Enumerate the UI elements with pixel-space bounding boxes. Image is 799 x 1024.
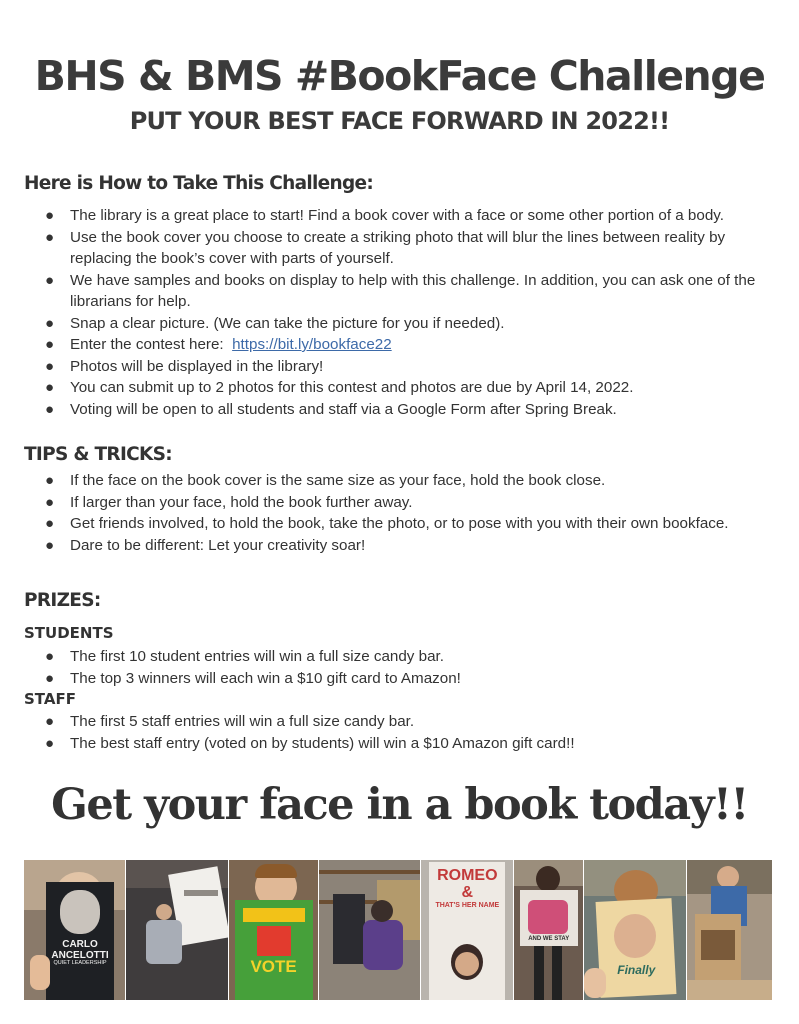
list-item: ● Get friends involved, to hold the book, take the photo, or to pose with you with their own bookface. [0, 513, 760, 535]
list-item: ● We have samples and books on display to help with this challenge. In addition, you can ask one of the librarians for help. [45, 271, 756, 310]
bullet-icon: ● [45, 734, 55, 752]
students-heading: STUDENTS [24, 624, 114, 642]
bullet-icon: ● [45, 536, 55, 554]
bookface-photo-8 [687, 860, 772, 1000]
contest-link[interactable]: https://bit.ly/bookface22 [232, 336, 392, 353]
staff-heading: STAFF [24, 690, 76, 708]
bullet-icon: ● [45, 493, 55, 511]
bookface-photo-3 [229, 860, 319, 1000]
bullet-icon: ● [45, 379, 55, 396]
list-item: ● The best staff entry (voted on by students) will win a $10 Amazon gift card!! [0, 733, 760, 755]
how-to-heading: Here is How to Take This Challenge: [24, 173, 374, 194]
book-title: VOTE [250, 957, 297, 976]
prizes-heading: PRIZES: [24, 590, 101, 611]
call-to-action: Get your face in a book today!! [51, 780, 748, 830]
list-item: ● The library is a great place to start! Find a book cover with a face or some other portion of a body. [0, 205, 760, 227]
list-item: ● Dare to be different: Let your creativity soar! [0, 535, 760, 557]
bullet-icon: ● [45, 357, 55, 375]
list-item: ● Voting will be open to all students and staff via a Google Form after Spring Break. [0, 399, 760, 421]
list-item: ● If larger than your face, hold the book further away. [0, 492, 760, 514]
bookface-photo-2 [126, 860, 228, 1000]
bullet-icon: ● [45, 207, 55, 224]
list-item: ● Snap a clear picture. (We can take the picture for you if needed). [0, 313, 760, 335]
bullet-icon: ● [45, 400, 55, 418]
bookface-photo-1 [24, 860, 126, 1000]
list-item: ● Use the book cover you choose to create a striking photo that will blur the lines between reality by replacing the book’s cover with parts of yourself. [45, 228, 726, 267]
students-prize-list [0, 646, 760, 689]
bullet-icon: ● [45, 336, 55, 353]
list-item: ● If the face on the book cover is the same size as your face, hold the book close. [0, 470, 760, 492]
staff-prize-list [0, 711, 760, 754]
bullet-icon: ● [45, 472, 55, 489]
bullet-icon: ● [45, 314, 55, 332]
book-title: AND WE STAY [528, 936, 570, 942]
list-item: ● The top 3 winners will each win a $10 gift card to Amazon! [0, 668, 760, 690]
list-item-contest [0, 334, 760, 356]
bookface-photo-4 [319, 860, 421, 1000]
list-item: ● The first 5 staff entries will win a full size candy bar. [0, 711, 760, 733]
bullet-icon: ● [45, 271, 55, 289]
tips-list [0, 470, 760, 556]
book-title: CARLO ANCELOTTI QUIET LEADERSHIP [51, 939, 109, 966]
page-title: BHS & BMS #BookFace Challenge [34, 52, 765, 100]
book-title: Finally [617, 963, 656, 977]
list-item: ● Photos will be displayed in the library! [0, 356, 760, 378]
photo-collage [24, 860, 772, 1000]
bookface-photo-7 [584, 860, 686, 1000]
bullet-icon: ● [45, 713, 55, 730]
contest-prefix: Enter the contest here: [70, 336, 224, 353]
bullet-icon: ● [45, 515, 55, 532]
list-item: ● You can submit up to 2 photos for this contest and photos are due by April 14, 2022. [0, 377, 760, 399]
bookface-photo-5 [421, 860, 513, 1000]
bullet-icon: ● [45, 228, 55, 246]
tips-heading: TIPS & TRICKS: [24, 444, 172, 465]
bullet-icon: ● [45, 648, 55, 665]
bookface-photo-6 [514, 860, 585, 1000]
page-subtitle: PUT YOUR BEST FACE FORWARD IN 2022!! [129, 107, 670, 135]
book-title: ROMEO & THAT'S HER NAME [435, 867, 500, 909]
bullet-icon: ● [45, 669, 55, 687]
list-item: ● The first 10 student entries will win a full size candy bar. [0, 646, 760, 668]
how-to-list [0, 205, 760, 420]
